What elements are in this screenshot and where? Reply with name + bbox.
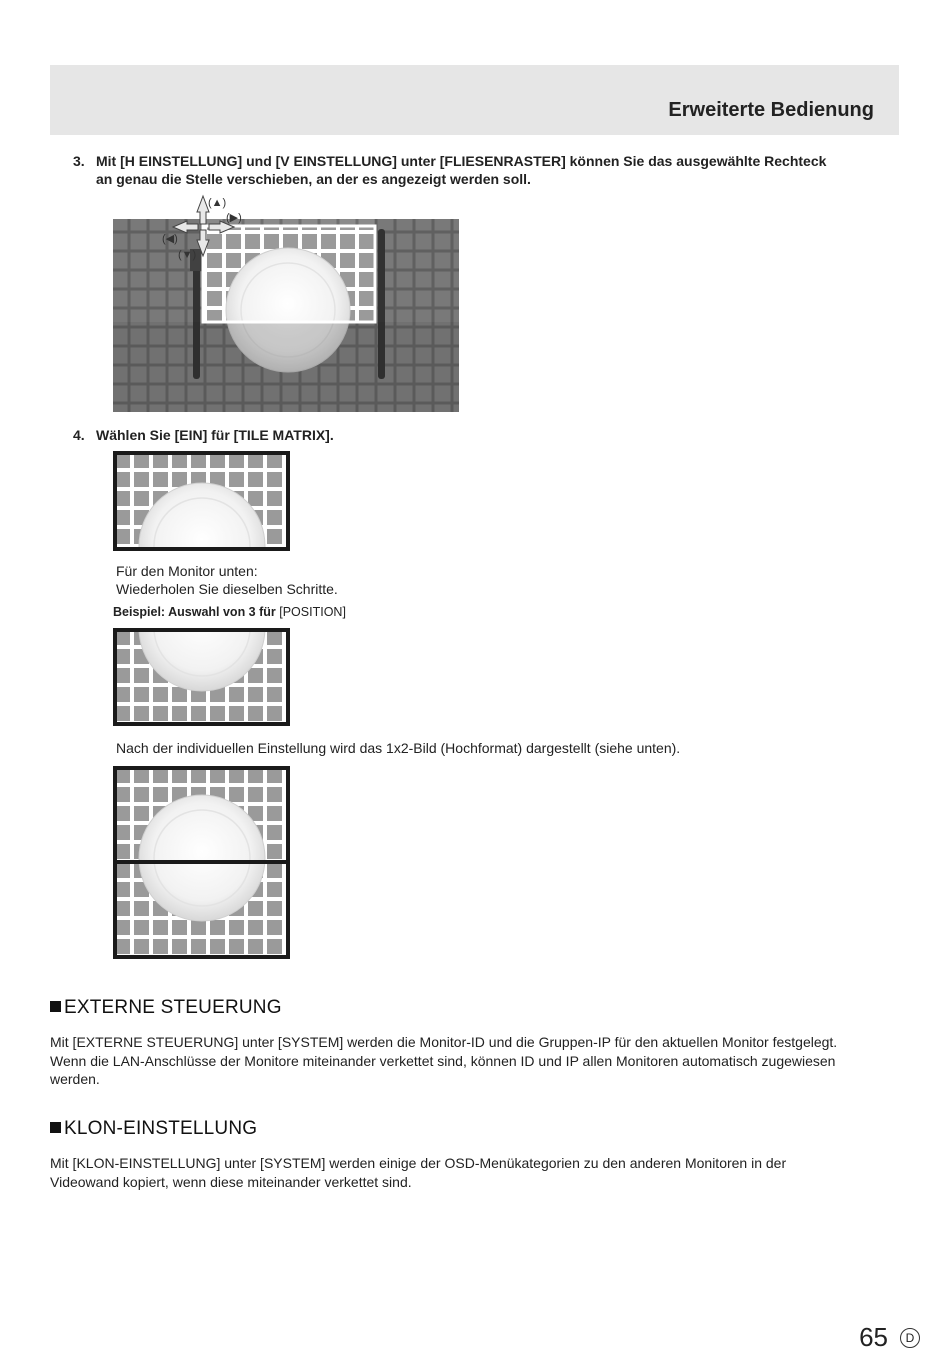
step-3-line2: an genau die Stelle verschieben, an der es angezeigt werden soll. xyxy=(96,171,531,187)
tile-grid-adjust-figure xyxy=(110,194,462,414)
section-klon-title xyxy=(50,1118,257,1140)
header-title: Erweiterte Bedienung xyxy=(668,99,874,121)
step-3-number: 3. xyxy=(73,153,85,169)
externe-line1: Mit [EXTERNE STEUERUNG] unter [SYSTEM] werden die Monitor-ID und die Gruppen-IP für den aktuellen Monitor festgelegt. xyxy=(50,1034,838,1050)
step-4-text: Wählen Sie [EIN] für [TILE MATRIX]. xyxy=(96,427,334,443)
externe-line2: Wenn die LAN-Anschlüsse der Monitore miteinander verkettet sind, können ID und IP allen Monitoren automatisch zugewiesen xyxy=(50,1052,836,1069)
language-badge: D xyxy=(900,1328,920,1348)
step-3-line1: Mit [H EINSTELLUNG] und [V EINSTELLUNG] unter [FLIESENRASTER] können Sie das ausgewählte Rechteck xyxy=(96,153,827,169)
klon-line1: Mit [KLON-EINSTELLUNG] unter [SYSTEM] werden einige der OSD-Menükategorien zu den anderen Monitoren in der xyxy=(50,1155,787,1171)
bullet-square-icon xyxy=(50,1001,61,1012)
externe-line3: werden. xyxy=(50,1071,100,1087)
monitor-top-figure xyxy=(113,451,290,551)
monitor-note-line2: Wiederholen Sie dieselben Schritte. xyxy=(116,581,338,597)
step-4-number: 4. xyxy=(73,427,85,443)
example-normal: [POSITION] xyxy=(279,605,346,619)
section-externe-title-text: EXTERNE STEUERUNG xyxy=(64,997,282,1018)
section-klon-title-text: KLON-EINSTELLUNG xyxy=(64,1118,258,1139)
step-4 xyxy=(73,426,673,446)
section-externe-title xyxy=(50,997,282,1019)
section-klon-paragraph xyxy=(50,1154,900,1191)
page-number: 65 xyxy=(859,1322,888,1352)
step-3 xyxy=(73,152,903,192)
monitor-bottom-note xyxy=(116,562,338,598)
monitor-note-line1: Für den Monitor unten: xyxy=(116,563,258,579)
arrow-right-label: (▶) xyxy=(226,212,242,224)
arrow-down-label: (▼) xyxy=(178,249,197,261)
page-header xyxy=(50,65,899,135)
after-adjust-text: Nach der individuellen Einstellung wird das 1x2-Bild (Hochformat) dargestellt (siehe unten). xyxy=(116,740,681,756)
example-line xyxy=(113,604,346,620)
monitor-divider xyxy=(113,860,290,864)
arrow-left-label: (◀) xyxy=(162,233,178,245)
monitor-bottom-figure xyxy=(113,628,290,726)
bullet-square-icon xyxy=(50,1122,61,1133)
section-externe-paragraph xyxy=(50,1033,900,1089)
arrow-up-label: (▲) xyxy=(208,197,227,209)
klon-line2: Videowand kopiert, wenn diese miteinander verkettet sind. xyxy=(50,1173,412,1190)
portrait-1x2-figure xyxy=(113,766,290,959)
example-bold: Beispiel: Auswahl von 3 für xyxy=(113,605,276,619)
